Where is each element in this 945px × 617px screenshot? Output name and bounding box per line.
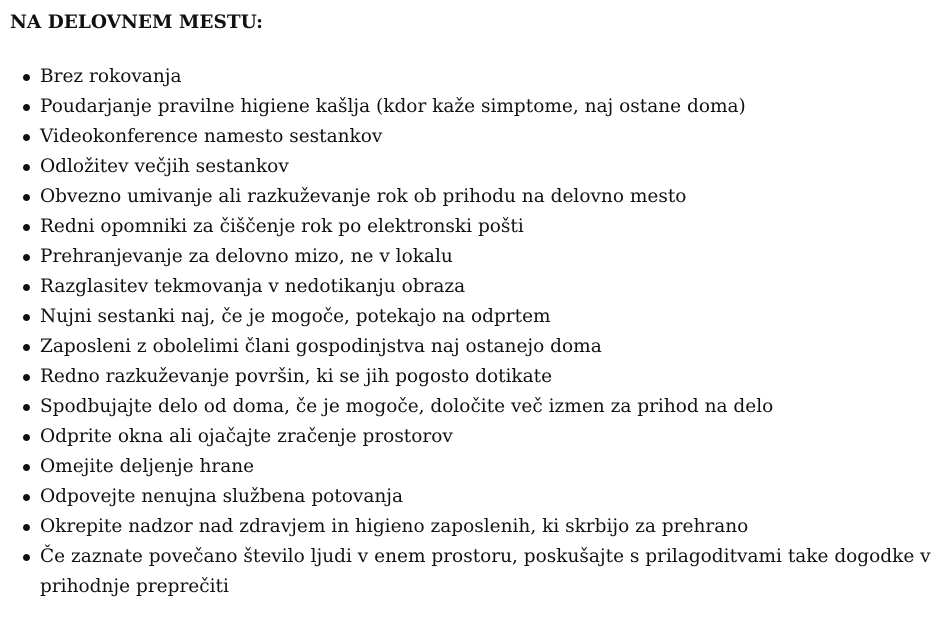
bullet-icon <box>23 404 30 411</box>
bullet-icon <box>23 524 30 531</box>
bullet-icon <box>23 434 30 441</box>
list-item <box>10 332 945 362</box>
list-item <box>10 242 945 272</box>
list-item-text: Videokonference namesto sestankov <box>40 126 383 147</box>
list-item-text: Nujni sestanki naj, če je mogoče, potekajo na odprtem <box>40 306 551 327</box>
bullet-icon <box>23 164 30 171</box>
list-item-text: Redni opomniki za čiščenje rok po elektronski pošti <box>40 216 524 237</box>
bullet-icon <box>23 254 30 261</box>
list-item <box>10 272 945 302</box>
list-item <box>10 422 945 452</box>
list-item <box>10 152 945 182</box>
list-item <box>10 212 945 242</box>
list-item-text: Poudarjanje pravilne higiene kašlja (kdor kaže simptome, naj ostane doma) <box>40 96 746 117</box>
list-item <box>10 62 945 92</box>
list-item-text: Prehranjevanje za delovno mizo, ne v lokalu <box>40 246 453 267</box>
list-item-text: Odložitev večjih sestankov <box>40 156 289 177</box>
list-item <box>10 482 945 512</box>
list-item <box>10 512 945 542</box>
list-item-text: Brez rokovanja <box>40 66 182 87</box>
list-item-text: Omejite deljenje hrane <box>40 456 255 477</box>
list-item <box>10 92 945 122</box>
bullet-icon <box>23 314 30 321</box>
bullet-icon <box>23 224 30 231</box>
list-item-text: Obvezno umivanje ali razkuževanje rok ob prihodu na delovno mesto <box>40 186 687 207</box>
list-item-text: Če zaznate povečano število ljudi v enem prostoru, poskušajte s prilagoditvami take dogodke v prihodnje preprečiti <box>40 546 931 597</box>
list-item-text: Okrepite nadzor nad zdravjem in higieno zaposlenih, ki skrbijo za prehrano <box>40 516 749 537</box>
list-item-text: Odprite okna ali ojačajte zračenje prostorov <box>40 426 453 447</box>
list-item <box>10 302 945 332</box>
bullet-icon <box>23 554 30 561</box>
list-item-text: Razglasitev tekmovanja v nedotikanju obraza <box>40 276 466 297</box>
bullet-icon <box>23 194 30 201</box>
list-item <box>10 182 945 212</box>
bullet-icon <box>23 134 30 141</box>
bullet-icon <box>23 104 30 111</box>
bullet-icon <box>23 74 30 81</box>
list-item <box>10 392 945 422</box>
measures-list <box>10 62 945 602</box>
list-item-text: Spodbujajte delo od doma, če je mogoče, določite več izmen za prihod na delo <box>40 396 774 417</box>
list-item-text: Zaposleni z obolelimi člani gospodinjstva naj ostanejo doma <box>40 336 602 357</box>
bullet-icon <box>23 344 30 351</box>
page-title: NA DELOVNEM MESTU: <box>10 12 263 33</box>
list-item-text: Odpovejte nenujna službena potovanja <box>40 486 404 507</box>
list-item <box>10 452 945 482</box>
bullet-icon <box>23 284 30 291</box>
bullet-icon <box>23 374 30 381</box>
list-item <box>10 362 945 392</box>
bullet-icon <box>23 494 30 501</box>
list-item-text: Redno razkuževanje površin, ki se jih pogosto dotikate <box>40 366 553 387</box>
list-item <box>10 542 945 602</box>
list-item <box>10 122 945 152</box>
bullet-icon <box>23 464 30 471</box>
